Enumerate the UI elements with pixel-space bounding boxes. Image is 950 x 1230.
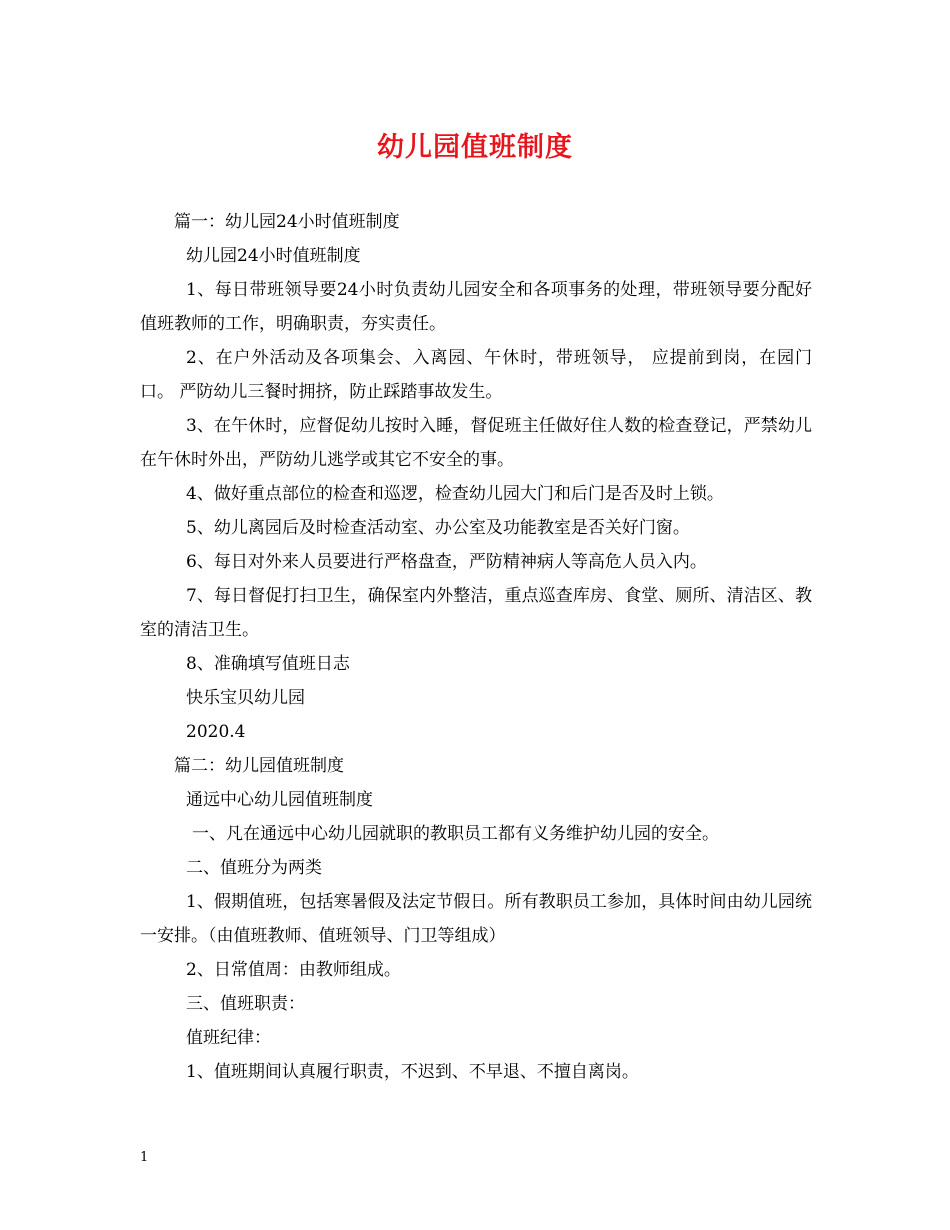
paragraph: 二、值班分为两类 [186,858,322,878]
paragraph: 三、值班职责： [186,994,305,1014]
signature-date: 2020.4 [186,722,246,742]
subsection-title: 通远中心幼儿园值班制度 [186,790,373,810]
page-number: 1 [140,1150,149,1165]
section-heading: 篇二：幼儿园值班制度 [174,756,344,776]
paragraph: 2、日常值周：由教师组成。 [186,960,401,980]
document-title: 幼儿园值班制度 [377,132,573,163]
paragraph: 7、每日督促打扫卫生，确保室内外整洁，重点巡查库房、食堂、厕所、清洁区、教室的清洁卫生。 [140,586,812,640]
section-heading: 篇一：幼儿园24小时值班制度 [174,212,400,232]
paragraph: 8、准确填写值班日志 [186,654,350,674]
paragraph: 值班纪律： [186,1028,271,1048]
paragraph: 5、幼儿离园后及时检查活动室、办公室及功能教室是否关好门窗。 [186,518,690,538]
paragraph: 1、值班期间认真履行职责，不迟到、不早退、不擅自离岗。 [186,1062,639,1082]
paragraph: 4、做好重点部位的检查和巡逻，检查幼儿园大门和后门是否及时上锁。 [186,484,724,504]
document-body [140,205,812,1089]
signature-organization: 快乐宝贝幼儿园 [186,688,305,708]
paragraph: 3、在午休时，应督促幼儿按时入睡，督促班主任做好住人数的检查登记，严禁幼儿在午休时外出，严防幼儿逃学或其它不安全的事。 [140,416,812,470]
paragraph: 6、每日对外来人员要进行严格盘查，严防精神病人等高危人员入内。 [186,552,707,572]
subsection-title: 幼儿园24小时值班制度 [186,246,361,266]
paragraph: 2、在户外活动及各项集会、入离园、午休时，带班领导， 应提前到岗，在园门口。 严防幼儿三餐时拥挤，防止踩踏事故发生。 [140,348,812,402]
paragraph: 一、凡在通远中心幼儿园就职的教职员工都有义务维护幼儿园的安全。 [192,824,719,844]
paragraph: 1、每日带班领导要24小时负责幼儿园安全和各项事务的处理，带班领导要分配好值班教师的工作，明确职责，夯实责任。 [140,280,812,334]
paragraph: 1、假期值班，包括寒暑假及法定节假日。所有教职员工参加，具体时间由幼儿园统一安排。（由值班教师、值班领导、门卫等组成） [140,892,812,946]
